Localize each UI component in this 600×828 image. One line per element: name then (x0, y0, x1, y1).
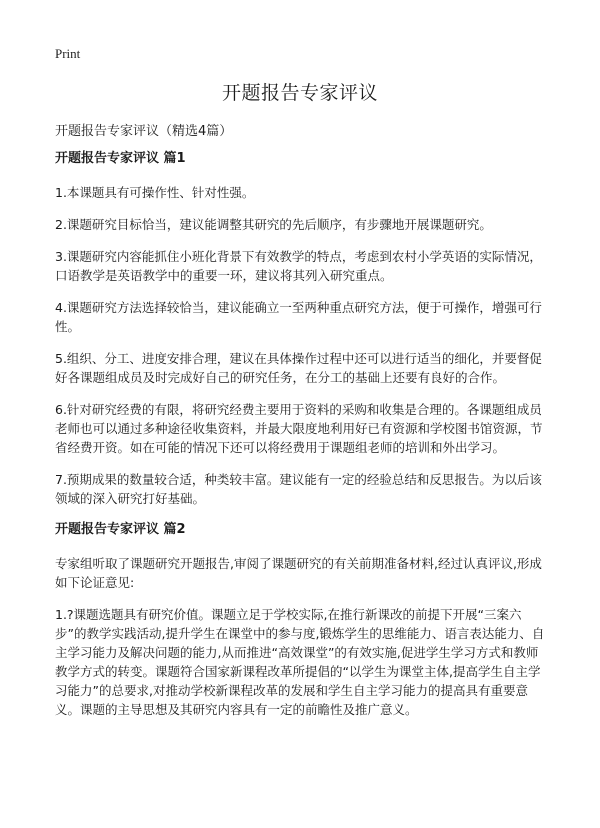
section-2 (55, 521, 547, 719)
paragraph: 6.针对研究经费的有限，将研究经费主要用于资料的采购和收集是合理的。各课题组成员老师也可以通过多种途径收集资料，并最大限度地利用好已有资源和学校图书馆资源，节省经费开资。如在可能的情况下还可以将经费用于课题组老师的培训和外出学习。 (55, 402, 543, 455)
section-heading: 开题报告专家评议 篇2 (55, 522, 186, 537)
paragraph: 2.课题研究目标恰当，建议能调整其研究的先后顺序，有步骤地开展课题研究。 (55, 217, 492, 232)
paragraph: 1.?课题选题具有研究价值。课题立足于学校实际,在推行新课改的前提下开展“三案六步”的教学实践活动,提升学生在课堂中的参与度,锻炼学生的思维能力、语言表达能力、自主学习能力及解决问题的能力,从而推进“高效课堂”的有效实施,促进学生学习方式和教师教学方式的转变。课题符合国家新课程改革所提倡的“以学生为课堂主体,提高学生自主学习能力”的总要求,对推动学校新课程改革的发展和学生自主学习能力的提高具有重要意义。课题的主导思想及其研究内容具有一定的前瞻性及推广意义。 (55, 607, 545, 717)
document-title: 开题报告专家评议 (221, 82, 378, 104)
document-subtitle: 开题报告专家评议（精选4篇） (55, 124, 233, 139)
paragraph: 4.课题研究方法选择较恰当，建议能确立一至两种重点研究方法，便于可操作，增强可行性。 (55, 300, 542, 334)
section-1 (55, 150, 547, 508)
paragraph: 1.本课题具有可操作性、针对性强。 (55, 185, 255, 200)
section-heading: 开题报告专家评议 篇1 (55, 151, 186, 166)
paragraph: 7.预期成果的数量较合适，种类较丰富。建议能有一定的经验总结和反思报告。为以后该领域的深入研究打好基础。 (55, 472, 542, 506)
paragraph: 3.课题研究内容能抓住小班化背景下有效教学的特点，考虑到农村小学英语的实际情况，口语教学是英语教学中的重要一环，建议将其列入研究重点。 (55, 249, 542, 283)
print-link[interactable]: Print (55, 46, 81, 61)
document-content (55, 150, 547, 732)
paragraph: 专家组听取了课题研究开题报告,审阅了课题研究的有关前期准备材料,经过认真评议,形成如下论证意见: (55, 556, 542, 590)
paragraph: 5.组织、分工、进度安排合理，建议在具体操作过程中还可以进行适当的细化，并要督促好各课题组成员及时完成好自己的研究任务，在分工的基础上还要有良好的合作。 (55, 351, 542, 385)
